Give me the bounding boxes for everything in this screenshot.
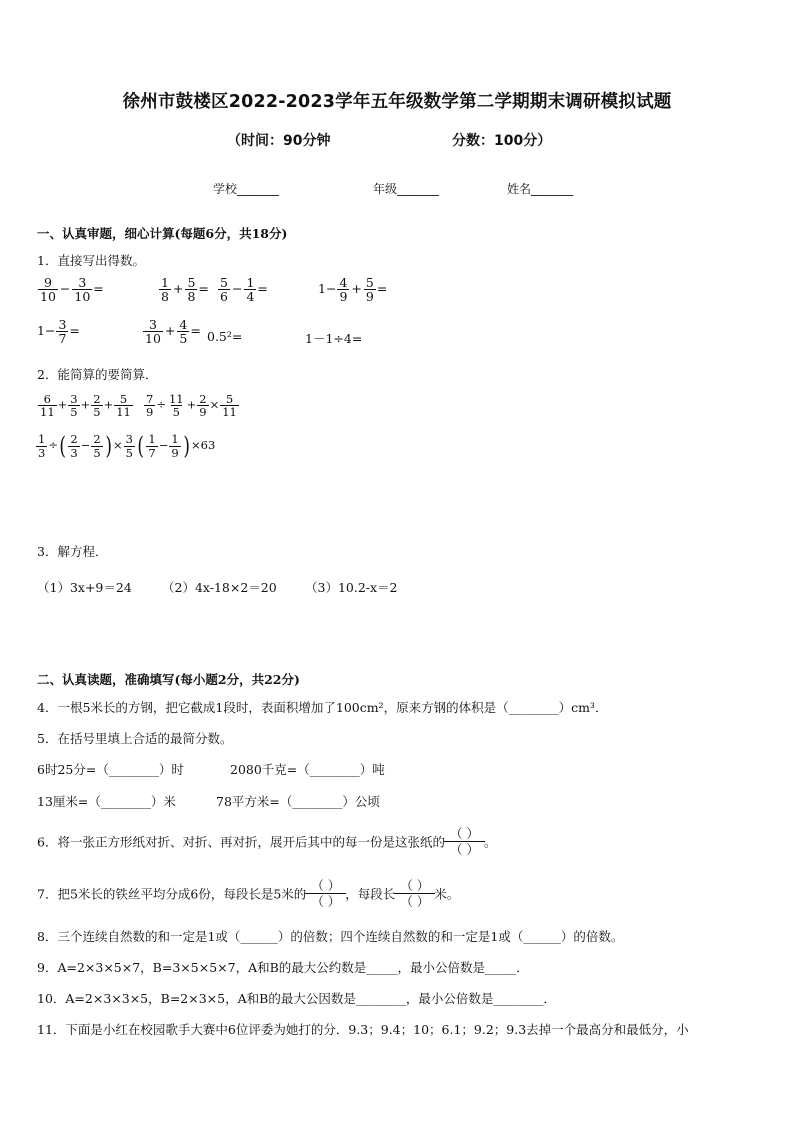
exam-score: 分数：100分） (452, 133, 552, 149)
q10: 10．A=2×3×3×5，B=2×3×5，A和B的最大公因数是________，最小公倍数是________． (37, 991, 556, 1006)
school-field[interactable]: 学校_______ (213, 182, 280, 196)
q3-equation-3: （3）10.2-x＝2 (305, 580, 398, 595)
q1-item-b: $\frac{1}{8}$ + $\frac{5}{8}$ = (161, 275, 209, 305)
q2-expr-1: $\frac{6}{11}$ + $\frac{3}{5}$ + $\frac{2}{5}$ + $\frac{5}{11}$ (40, 392, 131, 420)
q7-answer-fraction-1: （ ） （ ） (308, 878, 343, 909)
name-field[interactable]: 姓名_______ (507, 182, 574, 196)
q1-item-c: $\frac{5}{6}$ − $\frac{1}{4}$ = (220, 275, 268, 305)
q9: 9．A=2×3×5×7，B=3×5×5×7，A和B的最大公约数是_____，最小公倍数是_____． (37, 960, 529, 975)
q2-expr-2: $\frac{7}{9}$ ÷ $\frac{11}{5}$ + $\frac{2}{9}$ × $\frac{5}{11}$ (146, 392, 237, 420)
section-1-heading: 一、认真审题，细心计算(每题6分，共18分) (37, 226, 288, 241)
q2-label: 2．能简算的要简算． (37, 367, 158, 382)
q8: 8．三个连续自然数的和一定是1或（______）的倍数；四个连续自然数的和一定是1或（______）的倍数。 (37, 929, 624, 944)
q3-label: 3．解方程． (37, 544, 108, 559)
exam-time: （时间：90分钟 (227, 133, 331, 149)
section-2-heading: 二、认真读题，准确填写(每小题2分，共22分) (37, 672, 300, 687)
q5-blank-2: 2080千克=（________）吨 (230, 762, 385, 777)
q1-label: 1．直接写出得数。 (37, 253, 145, 268)
q1-item-h: 1－1÷4= (305, 331, 363, 346)
q2-expr-3: $\frac{1}{3}$ ÷( $\frac{2}{3}$ − $\frac{2}{5}$ )× $\frac{3}{5}$ ( $\frac{1}{7}$ − $\frac{1}{9}$ )×63 (38, 432, 216, 460)
q5-label: 5．在括号里填上合适的最简分数。 (37, 731, 233, 746)
q7-answer-fraction-2: （ ） （ ） (397, 878, 432, 909)
q5-blank-3: 13厘米=（________）米 (37, 794, 176, 809)
q1-item-g: 0.5²= (207, 329, 243, 344)
q6-answer-fraction: （ ） （ ） (447, 826, 482, 857)
q1-item-d: 1− $\frac{4}{9}$ + $\frac{5}{9}$ = (318, 275, 388, 305)
q6: 6．将一张正方形纸对折、对折、再对折，展开后其中的每一份是这张纸的 （ ） （ ） 。 (37, 826, 497, 857)
q11: 11．下面是小红在校园歌手大赛中6位评委为她打的分．9.3；9.4；10；6.1；9.2；9.3去掉一个最高分和最低分，小 (37, 1022, 689, 1037)
q1-item-f: $\frac{3}{10}$ + $\frac{4}{5}$ = (145, 317, 201, 347)
q1-item-e: 1− $\frac{3}{7}$ = (37, 317, 80, 347)
page-title: 徐州市鼓楼区2022-2023学年五年级数学第二学期期末调研模拟试题 (122, 92, 672, 112)
q5-blank-1: 6时25分=（________）时 (37, 762, 184, 777)
q4: 4．一根5米长的方钢，把它截成1段时，表面积增加了100cm²，原来方钢的体积是（________）cm³． (37, 700, 608, 715)
q3-equation-1: （1）3x+9＝24 (37, 580, 132, 595)
q7: 7．把5米长的铁丝平均分成6份，每段长是5米的 （ ） （ ） ，每段长 （ ） （ ） 米。 (37, 878, 460, 909)
q1-item-a: $\frac{9}{10}$ − $\frac{3}{10}$ = (40, 275, 104, 305)
grade-field[interactable]: 年级_______ (373, 182, 440, 196)
q3-equation-2: （2）4x-18×2＝20 (162, 580, 277, 595)
q5-blank-4: 78平方米=（________）公顷 (216, 794, 380, 809)
